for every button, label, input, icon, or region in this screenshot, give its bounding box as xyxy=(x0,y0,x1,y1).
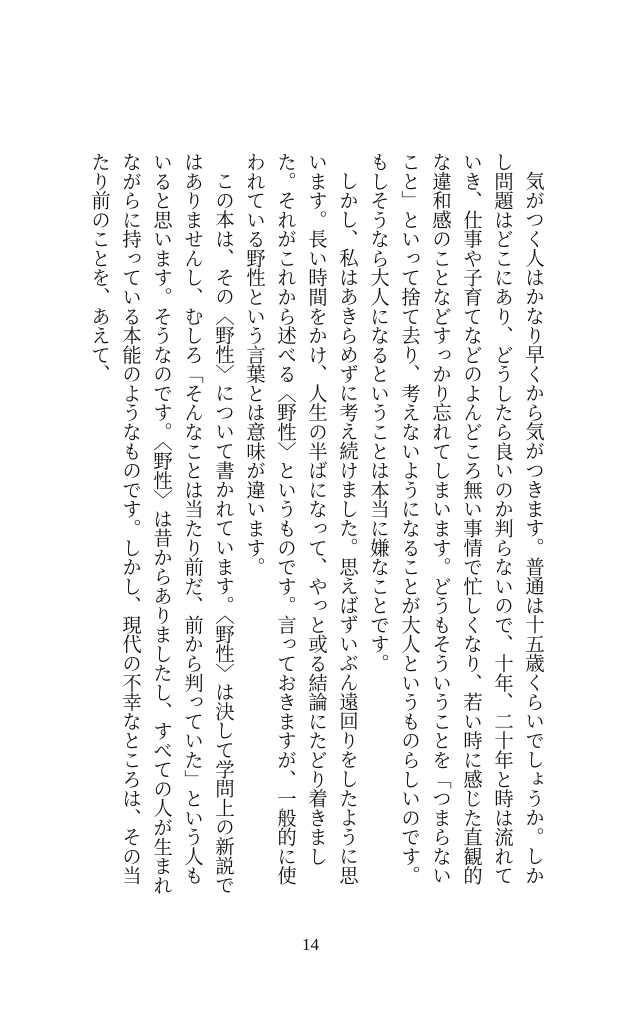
paragraph-2: しかし、私はあきらめずに考え続けました。思えばずいぶん遠回りをしたように思います。長い時間をかけ、人生の半ばになって、やっと或る結論にたどり着きました。それがこれから述べる〈野性〉というものです。言っておきますが、一般的に使われている野性という言葉とは意味が違います。 xyxy=(243,152,359,886)
vertical-text-body xyxy=(79,152,549,897)
paragraph-3: この本は、その〈野性〉について書かれています。〈野性〉は決して学問上の新説ではありませんし、むしろ「そんなことは当たり前だ、前から判っていた」という人もいると思います。そうなのです。〈野性〉は昔からありましたし、すべての人が生まれながらに持っている本能のようなものです。しかし、現代の不幸なところは、その当たり前のことを、あえて、 xyxy=(88,152,235,895)
paragraph-1: 気がつく人はかなり早くから気がつきます。普通は十五歳くらいでしょうか。しかし問題はどこにあり、どうしたら良いのか判らないので、十年、二十年と時は流れていき、仕事や子育てなどのよんどころ無い事情で忙しくなり、若い時に感じた直観的な違和感のことなどすっかり忘れてしまいます。どうもそういうことを「つまらないこと」といって捨て去り、考えないようになることが大人というものらしいのです。もしそうなら大人になるということは本当に嫌なことです。 xyxy=(367,152,545,886)
page-number: 14 xyxy=(302,935,319,954)
